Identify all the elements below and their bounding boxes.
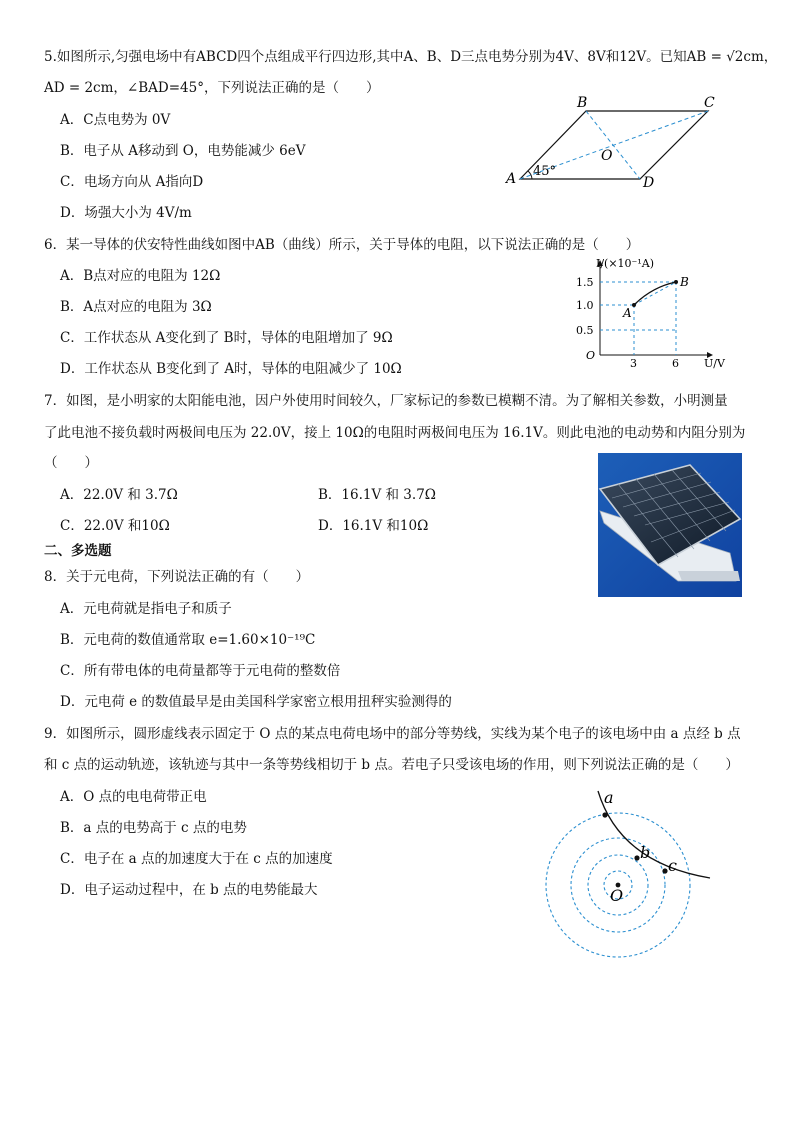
label-c: C bbox=[704, 95, 715, 111]
x-tick-3: 3 bbox=[630, 357, 637, 370]
q9-stem-line1: 9．如图所示，圆形虚线表示固定于 O 点的某点电荷电场中的部分等势线，实线为某个电子的该电场中由 a 点经 b 点 bbox=[44, 726, 741, 742]
label-b: b bbox=[640, 843, 651, 862]
point-c-dot bbox=[662, 868, 667, 873]
solar-panel-image bbox=[598, 453, 742, 597]
q5-stem-line2: AD = 2cm，∠BAD=45°，下列说法正确的是（ ） bbox=[44, 80, 380, 96]
q5-parallelogram-figure bbox=[500, 95, 730, 195]
x-tick-6: 6 bbox=[672, 357, 679, 370]
label-o: O bbox=[601, 148, 613, 164]
q5-option-b: B．电子从 A移动到 O，电势能减少 6eV bbox=[60, 143, 306, 159]
q6-option-b: B．A点对应的电阻为 3Ω bbox=[60, 299, 212, 315]
q9-stem-line2: 和 c 点的运动轨迹，该轨迹与其中一条等势线相切于 b 点。若电子只受该电场的作用，则下列说法正确的是（ ） bbox=[44, 757, 739, 773]
q5-option-d: D．场强大小为 4V/m bbox=[60, 205, 192, 221]
panel-frame-under bbox=[678, 571, 740, 581]
q7-stem-line3: （ ） bbox=[44, 455, 98, 471]
q5-option-c: C．电场方向从 A指向D bbox=[60, 174, 204, 190]
q9-option-d: D．电子运动过程中，在 b 点的电势能最大 bbox=[60, 882, 318, 898]
origin-label: O bbox=[586, 349, 596, 362]
point-a-dot bbox=[602, 812, 607, 817]
q5-option-a: A．C点电势为 0V bbox=[60, 112, 171, 128]
q5-stem-line1: 5.如图所示,匀强电场中有ABCD四个点组成平行四边形,其中A、B、D三点电势分别为4V、8V和12V。已知AB = √2cm， bbox=[44, 49, 778, 65]
y-axis-label: I/(×10⁻¹A) bbox=[596, 257, 655, 270]
q8-option-b: B．元电荷的数值通常取 e=1.60×10⁻¹⁹C bbox=[60, 632, 316, 648]
y-tick-1-5: 1.5 bbox=[576, 276, 594, 289]
q7-option-d: D．16.1V 和10Ω bbox=[318, 518, 429, 534]
q6-option-a: A．B点对应的电阻为 12Ω bbox=[60, 268, 221, 284]
electron-trajectory bbox=[598, 791, 710, 878]
q7-option-c: C．22.0V 和10Ω bbox=[60, 518, 170, 534]
q6-stem: 6．某一导体的伏安特性曲线如图中AB（曲线）所示，关于导体的电阻，以下说法正确的是（ ） bbox=[44, 237, 640, 253]
point-b-dot bbox=[674, 280, 678, 284]
q6-iv-graph bbox=[570, 255, 730, 375]
x-axis-label: U/V bbox=[704, 357, 725, 370]
label-o: O bbox=[610, 886, 624, 905]
q9-option-a: A．O 点的电电荷带正电 bbox=[60, 789, 207, 805]
y-tick-0-5: 0.5 bbox=[576, 324, 594, 337]
label-c: c bbox=[668, 856, 677, 875]
q8-option-a: A．元电荷就是指电子和质子 bbox=[60, 601, 232, 617]
q7-stem-line1: 7．如图，是小明家的太阳能电池，因户外使用时间较久，厂家标记的参数已模糊不清。为了解相关参数，小明测量 bbox=[44, 393, 728, 409]
q6-option-d: D．工作状态从 B变化到了 A时，导体的电阻减少了 10Ω bbox=[60, 361, 402, 377]
q9-equipotential-figure bbox=[540, 785, 720, 960]
q7-option-b: B．16.1V 和 3.7Ω bbox=[318, 487, 436, 503]
point-b-dot bbox=[634, 855, 639, 860]
label-b: B bbox=[577, 95, 588, 111]
label-a: A bbox=[506, 171, 517, 187]
point-b-label: B bbox=[680, 275, 689, 289]
y-tick-1-0: 1.0 bbox=[576, 299, 594, 312]
chord-ab bbox=[634, 282, 676, 305]
point-a-label: A bbox=[623, 306, 632, 320]
label-d: D bbox=[643, 175, 655, 191]
q6-option-c: C．工作状态从 A变化到了 B时，导体的电阻增加了 9Ω bbox=[60, 330, 393, 346]
diagonal-bd bbox=[586, 111, 640, 179]
q7-option-a: A．22.0V 和 3.7Ω bbox=[60, 487, 178, 503]
section-title-multiple-choice: 二、多选题 bbox=[44, 543, 112, 559]
q8-option-c: C．所有带电体的电荷量都等于元电荷的整数倍 bbox=[60, 663, 341, 679]
label-a: a bbox=[604, 788, 614, 807]
q8-option-d: D．元电荷 e 的数值最早是由美国科学家密立根用扭秤实验测得的 bbox=[60, 694, 452, 710]
q9-option-c: C．电子在 a 点的加速度大于在 c 点的加速度 bbox=[60, 851, 333, 867]
point-a-dot bbox=[632, 303, 636, 307]
label-angle: 45° bbox=[533, 164, 557, 179]
q7-stem-line2: 了此电池不接负载时两极间电压为 22.0V，接上 10Ω的电阻时两极间电压为 16.1V。则此电池的电动势和内阻分别为 bbox=[44, 425, 746, 441]
q8-stem: 8．关于元电荷，下列说法正确的有（ ） bbox=[44, 569, 310, 585]
q9-option-b: B．a 点的电势高于 c 点的电势 bbox=[60, 820, 247, 836]
